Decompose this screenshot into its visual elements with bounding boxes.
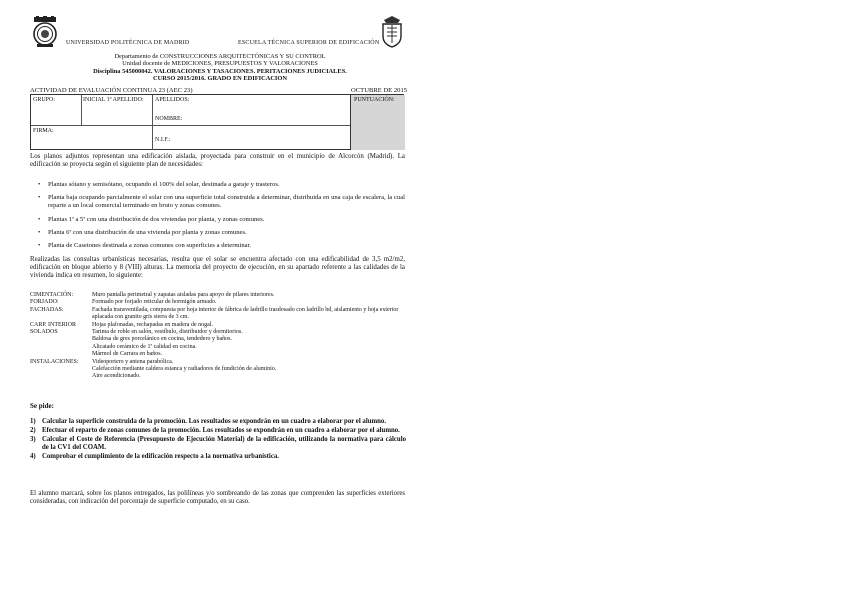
group-field[interactable]: GRUPO: — [33, 97, 56, 103]
list-item: 1) Calcular la superficie construida de la promoción. Los resultados se expondrán en un cuadro a elaborar por el alumno. — [30, 418, 387, 425]
nif-field[interactable]: N.I.F.: — [155, 137, 171, 143]
list-item: 3) Calcular el Coste de Referencia (Presupuesto de Ejecución Material) de la edificación, utilizando la normativa para cálculo de la CV1 del COAM. — [30, 436, 406, 451]
form-divider — [31, 125, 350, 126]
student-form — [30, 94, 404, 150]
list-item: 2) Efectuar el reparto de zonas comunes de la promoción. Los resultados se expondrán en un cuadro a elaborar por el alumno. — [30, 427, 400, 434]
course-title: CURSO 2015/2016. GRADO EN EDIFICACION — [152, 75, 288, 82]
list-item: 4) Comprobar el cumplimiento de la edificación respecto a la normativa urbanística. — [30, 453, 279, 460]
spec-row: FORJADO: Formado por forjado reticular de hormigón armado. — [30, 299, 217, 306]
form-divider — [152, 95, 153, 150]
name-field[interactable]: NOMBRE: — [155, 116, 183, 122]
bullet-icon: • — [38, 228, 41, 236]
spec-row: CARP. INTERIOR Hojas plafonadas, rechapadas en madera de nogal. — [30, 321, 213, 328]
bullet-icon: • — [38, 215, 41, 223]
quality-specs — [30, 292, 405, 381]
spec-row: INSTALACIONES: Videoportero y antena parabólica. Calefacción mediante caldera estanca y radiadores de fundición de aluminio. Aire acondicionado. — [30, 358, 277, 380]
teaching-unit: Unidad docente de MEDICIONES, PRESUPUESTOS Y VALORACIONES — [122, 60, 318, 67]
needs-list — [38, 181, 405, 256]
list-item: • Plantas sótano y semisótano, ocupando el 100% del solar, destinada a garaje y trasteros. — [38, 181, 280, 188]
score-box — [350, 95, 405, 150]
university-crest-icon — [31, 16, 59, 48]
university-name: UNIVERSIDAD POLITÉCNICA DE MADRID — [66, 40, 190, 46]
bullet-icon: • — [38, 194, 41, 202]
activity-title: ACTIVIDAD DE EVALUACIÓN CONTINUA 23 (AEC 23) — [30, 87, 193, 94]
list-item: • Planta 6ª con una distribución de una vivienda por planta y zonas comunes. — [38, 228, 247, 236]
tasks-list — [30, 418, 406, 462]
bullet-icon: • — [38, 242, 41, 250]
list-item: • Planta de Casetones destinada a zonas comunes con superficies a determinar. — [38, 242, 252, 250]
spec-row: FACHADAS: Fachada transventilada, compuesta por hoja interior de fábrica de ladrillo trasdosado con ladrillo hd, aislamiento y hoja exterior aplacada con granito gris sierra de 3 cm. — [30, 306, 399, 321]
spec-row: SOLADOS Tarima de roble en salón, vestíbulo, distribuidor y dormitorios. Baldosa de gres porcelánico en cocina, tendedero y baños. Alicatado cerámico de 1ª calidad en cocina. Mármol de Carrara en baños. — [30, 329, 243, 358]
score-label: PUNTUACIÓN: — [354, 97, 395, 103]
intro-paragraph: Los planos adjuntos representan una edificación aislada, proyectada para construir en el municipio de Alcorcón (Madrid). La edificación se proyecta según el siguiente plan de necesidades: — [30, 153, 405, 169]
closing-paragraph: El alumno marcará, sobre los planos entregados, las polilíneas y/o sombreando de las zonas que comprenden las superficies exteriores consideradas, con indicación del porcentaje de superficie computado, en su caso. — [30, 490, 405, 506]
first-surname-initial-field[interactable]: INICIAL 1º APELLIDO: — [83, 97, 144, 103]
form-divider — [81, 95, 82, 125]
discipline-title: Disciplina 545000042. VALORACIONES Y TASACIONES. PERITACIONES JUDICIALES. — [93, 68, 347, 75]
list-item: • Plantas 1ª a 5ª con una distribución de dos viviendas por planta, y zonas comunes. — [38, 215, 265, 223]
department-name: Departamento de CONSTRUCCIONES ARQUITECTÓNICAS Y SU CONTROL — [114, 53, 326, 60]
school-name: ESCUELA TÉCNICA SUPERIOR DE EDIFICACIÓN — [238, 40, 380, 46]
school-crest-icon — [378, 16, 406, 48]
list-item: • Planta baja ocupando parcialmente el solar con una superficie total construida a determinar, distribuida en una caja de escalera, la cual reparte a un local comercial terminado en bruto y zonas comunes. — [38, 194, 405, 210]
spec-row: CIMENTACIÓN: Muro pantalla perimetral y zapatas aisladas para apoyo de pilares interiores. — [30, 292, 275, 298]
tasks-heading: Se pide: — [30, 402, 54, 410]
bullet-icon: • — [38, 181, 41, 188]
surnames-field[interactable]: APELLIDOS: — [155, 97, 190, 103]
consultation-paragraph: Realizadas las consultas urbanísticas necesarias, resulta que el solar se encuentra afectado con una edificabilidad de 3,5 m2/m2, edificación en bloque abierto y 8 (VIII) alturas. La memoria del proyecto de ejecución, en su apartado referente a las calidades de la vivienda indica en resumen, lo siguiente: — [30, 256, 405, 280]
signature-field[interactable]: FIRMA: — [33, 128, 54, 134]
activity-date: OCTUBRE DE 2015 — [351, 87, 408, 94]
